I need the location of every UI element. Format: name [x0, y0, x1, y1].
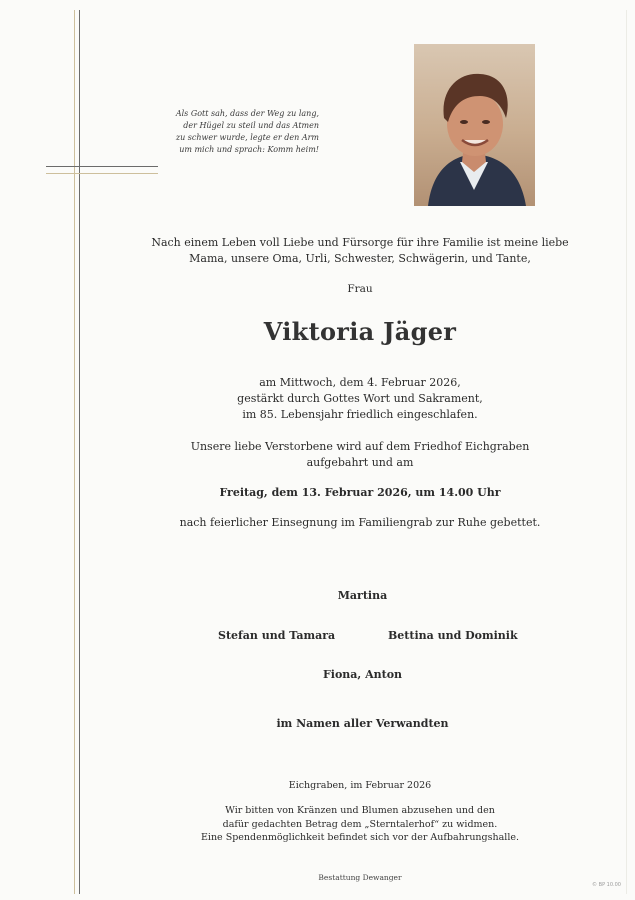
- deceased-name: Viktoria Jäger: [263, 317, 457, 346]
- funeral-date: Freitag, dem 13. Februar 2026, um 14.00 Uhr: [219, 486, 501, 499]
- portrait-photo: [414, 44, 535, 206]
- burial-line-1: Unsere liebe Verstorbene wird auf dem Friedhof Eichgraben: [190, 440, 530, 453]
- portrait-illustration: [414, 44, 535, 206]
- details-line-2: gestärkt durch Gottes Wort und Sakrament,: [237, 392, 483, 405]
- mourner-great-grandchildren: Fiona, Anton: [322, 668, 403, 681]
- intro-line-1: Nach einem Leben voll Liebe und Fürsorge für ihre Familie ist meine liebe: [151, 236, 569, 249]
- donation-request: [110, 804, 610, 845]
- title-word: Frau: [347, 283, 373, 295]
- footer-code: © BP 10.00: [592, 882, 621, 888]
- cross-vertical-gold-line: [74, 10, 75, 894]
- intro-text: [110, 235, 610, 267]
- request-line-3: Eine Spendenmöglichkeit befindet sich vor der Aufbahrungshalle.: [200, 832, 520, 843]
- cross-horizontal-gold-line: [46, 173, 158, 174]
- intro-line-2: Mama, unsere Oma, Urli, Schwester, Schwägerin, und Tante,: [189, 252, 531, 265]
- poem-line: der Hügel zu steil und das Atmen: [183, 121, 319, 130]
- poem-line: um mich und sprach: Komm heim!: [179, 145, 319, 154]
- mourner-daughter: Martina: [337, 589, 388, 602]
- place-date: Eichgraben, im Februar 2026: [288, 780, 432, 791]
- memorial-poem: [172, 108, 319, 156]
- poem-line: Als Gott sah, dass der Weg zu lang,: [175, 109, 319, 118]
- burial-line-2: aufgebahrt und am: [306, 456, 414, 469]
- cross-vertical-line: [79, 10, 80, 894]
- details-line-1: am Mittwoch, dem 4. Februar 2026,: [259, 376, 461, 389]
- page-edge-line: [626, 10, 627, 894]
- details-line-3: im 85. Lebensjahr friedlich eingeschlafen.: [242, 408, 478, 421]
- burial-info: [110, 439, 610, 471]
- request-line-1: Wir bitten von Kränzen und Blumen abzusehen und den: [225, 805, 495, 816]
- mourner-relatives: im Namen aller Verwandten: [276, 717, 449, 730]
- mourner-grandchild-2: Bettina und Dominik: [388, 629, 518, 642]
- mourner-grandchild-1: Stefan und Tamara: [218, 629, 336, 642]
- cross-horizontal-line: [46, 166, 158, 167]
- undertaker-name: Bestattung Dewanger: [318, 873, 402, 882]
- ceremony-text: nach feierlicher Einsegnung im Familiengrab zur Ruhe gebettet.: [179, 516, 541, 529]
- death-details: [110, 375, 610, 423]
- request-line-2: dafür gedachten Betrag dem „Sterntalerhof“ zu widmen.: [222, 818, 498, 830]
- poem-line: zu schwer wurde, legte er den Arm: [175, 133, 319, 142]
